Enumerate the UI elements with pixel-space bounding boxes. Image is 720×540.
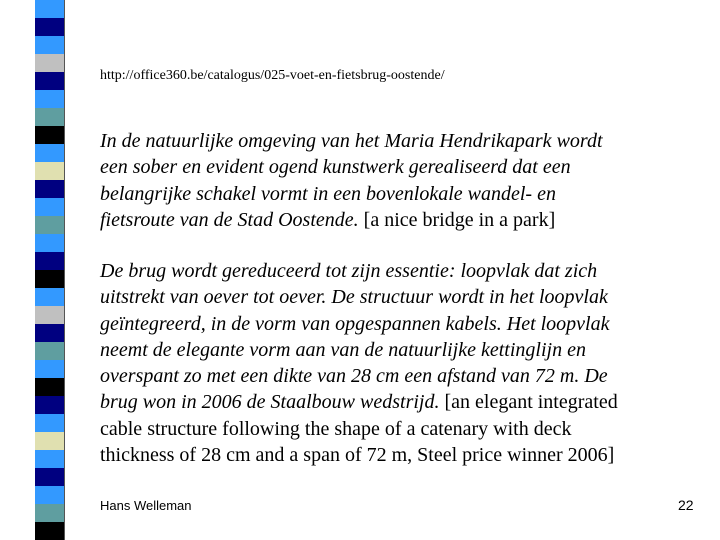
decorative-square <box>35 54 65 72</box>
decorative-square <box>35 504 65 522</box>
english-annotation-line: [an elegant integrated <box>439 391 618 414</box>
paragraph-bridge-park <box>100 128 700 233</box>
decorative-square <box>35 18 65 36</box>
dutch-text-line: In de natuurlijke omgeving van het Maria Hendrikapark wordt <box>100 130 603 152</box>
dutch-text-line: De brug wordt gereduceerd tot zijn essentie: loopvlak dat zich <box>100 260 598 282</box>
decorative-square <box>35 288 65 306</box>
decorative-square <box>35 378 65 396</box>
decorative-square <box>35 0 65 18</box>
dutch-text-line: brug won in 2006 de Staalbouw wedstrijd. <box>100 391 440 414</box>
dutch-text-line: belangrijke schakel vormt in een bovenlokale wandel- en <box>100 182 556 205</box>
decorative-square <box>35 108 65 126</box>
english-annotation-line: thickness of 28 cm and a span of 72 m, Steel price winner 2006] <box>100 444 615 467</box>
dutch-text-line: neemt de elegante vorm aan van de natuurlijke kettinglijn en <box>100 338 586 361</box>
decorative-square <box>35 360 65 378</box>
decorative-square <box>35 198 65 216</box>
decorative-square <box>35 270 65 288</box>
decorative-square <box>35 342 65 360</box>
decorative-square <box>35 72 65 90</box>
decorative-square <box>35 36 65 54</box>
footer-author: Hans Welleman <box>100 498 192 513</box>
page-number: 22 <box>678 497 694 513</box>
decorative-square <box>35 432 65 450</box>
dutch-text-line: fietsroute van de Stad Oostende. <box>100 208 359 231</box>
decorative-square <box>35 216 65 234</box>
source-url: http://office360.be/catalogus/025-voet-en-fietsbrug-oostende/ <box>100 68 445 83</box>
english-annotation: [a nice bridge in a park] <box>358 208 556 231</box>
dutch-text-line: een sober en evident ogend kunstwerk gerealiseerd dat een <box>100 156 571 179</box>
decorative-square <box>35 252 65 270</box>
decorative-square <box>35 126 65 144</box>
english-annotation-line: cable structure following the shape of a catenary with deck <box>100 417 572 440</box>
decorative-square <box>35 522 65 540</box>
decorative-square <box>35 450 65 468</box>
decorative-square <box>35 162 65 180</box>
decorative-square <box>35 396 65 414</box>
decorative-square <box>35 414 65 432</box>
decorative-square <box>35 90 65 108</box>
decorative-square <box>35 486 65 504</box>
decorative-square <box>35 468 65 486</box>
dutch-text-line: overspant zo met een dikte van 28 cm een afstand van 72 m. De <box>100 365 608 388</box>
decorative-square <box>35 234 65 252</box>
decorative-square-strip <box>35 0 65 540</box>
decorative-square <box>35 306 65 324</box>
decorative-square <box>35 144 65 162</box>
paragraph-bridge-structure <box>100 258 700 468</box>
decorative-square <box>35 180 65 198</box>
decorative-square <box>35 324 65 342</box>
dutch-text-line: geïntegreerd, in de vorm van opgespannen kabels. Het loopvlak <box>100 312 610 335</box>
dutch-text-line: uitstrekt van oever tot oever. De structuur wordt in het loopvlak <box>100 286 608 309</box>
